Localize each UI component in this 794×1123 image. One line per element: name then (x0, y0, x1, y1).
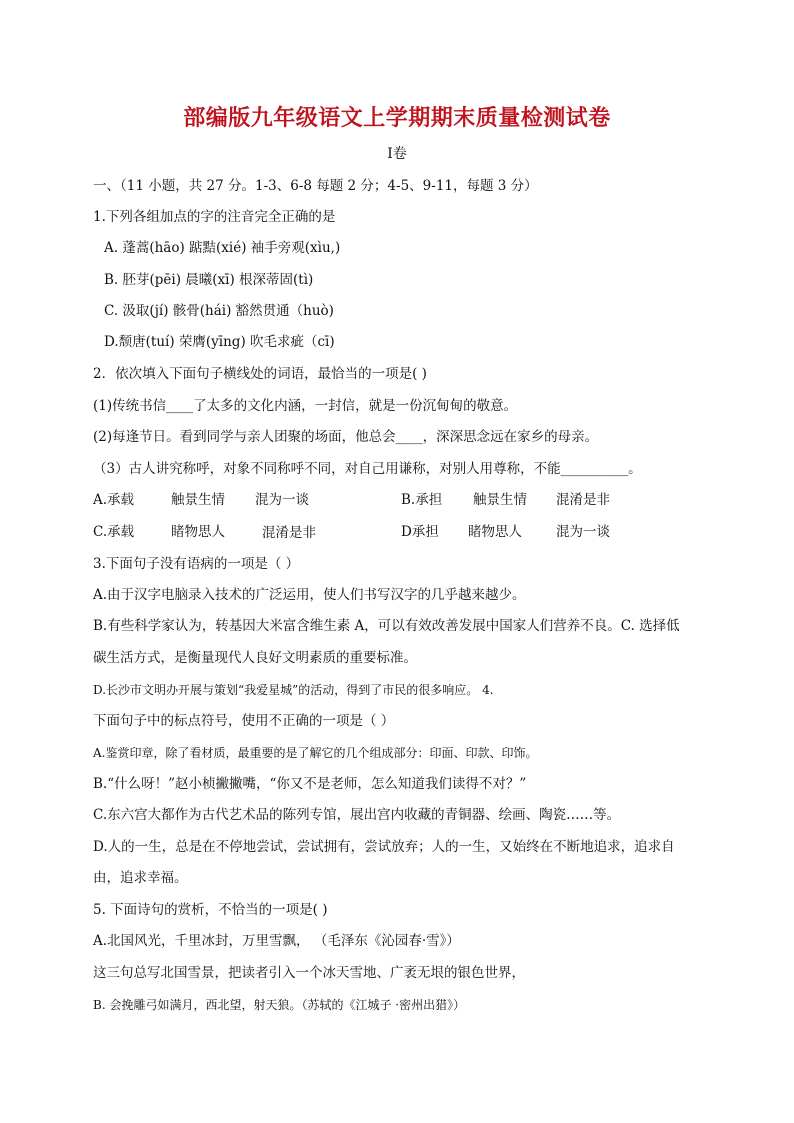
question-3-option-b-line-1: B.有些科学家认为，转基因大米富含维生素 A，可以有效改善发展中国家人们营养不良。C. 选择低 (93, 618, 680, 634)
question-5-stem: 5. 下面诗句的赏析，不恰当的一项是( ) (93, 902, 328, 918)
exam-title: 部编版九年级语文上学期期末质量检测试卷 (183, 106, 611, 131)
question-2-stem: 2．依次填入下面句子横线处的词语，最恰当的一项是( ) (93, 366, 427, 382)
question-3-stem: 3.下面句子没有语病的一项是（ ） (93, 556, 300, 572)
question-2-option-d-word-2: 睹物思人 (468, 524, 522, 540)
question-1-option-c: C. 汲取(jí) 骸骨(hái) 豁然贯通（huò) (104, 303, 334, 319)
question-1-stem: 1.下列各组加点的字的注音完全正确的是 (93, 209, 336, 225)
question-2-option-b-word-3: 混淆是非 (556, 492, 610, 508)
question-1-option-b: B. 胚芽(pēi) 晨曦(xī) 根深蒂固(tì) (104, 272, 314, 288)
question-4-stem: 下面句子中的标点符号，使用不正确的一项是（ ） (93, 713, 395, 729)
question-2-sentence-3: （3）古人讲究称呼，对象不同称呼不同，对自己用谦称，对别人用尊称，不能__________。 (93, 461, 642, 477)
volume-label: I卷 (387, 146, 407, 162)
question-2-option-c-word-3: 混淆是非 (262, 525, 316, 541)
question-2-option-a-label: A.承载 (93, 492, 135, 508)
question-1-option-d: D.颓唐(tuí) 荣膺(yīng) 吹毛求疵（cī) (104, 334, 335, 350)
question-2-option-d-word-3: 混为一谈 (556, 524, 610, 540)
question-2-option-a-word-2: 触景生情 (171, 492, 225, 508)
question-3-option-d: D.长沙市文明办开展与策划“我爱星城”的活动，得到了市民的很多响应。 4. (93, 683, 494, 697)
question-5-option-b: B. 会挽雕弓如满月，西北望，射天狼。（苏轼的《江城子 ·密州出猎》） (93, 998, 466, 1012)
question-2-option-d-label: D承担 (401, 524, 439, 540)
question-2-option-b-label: B.承担 (401, 492, 443, 508)
question-3-option-b-line-2: 碳生活方式，是衡量现代人良好文明素质的重要标准。 (93, 650, 417, 666)
section-heading: 一、（11 小题，共 27 分。1-3、6-8 每题 2 分；4-5、9-11，每题 3 分） (93, 178, 538, 194)
question-2-option-a-word-3: 混为一谈 (255, 492, 309, 508)
question-3-option-a: A.由于汉字电脑录入技术的广泛运用，使人们书写汉字的几乎越来越少。 (93, 587, 526, 603)
question-2-option-c-word-2: 睹物思人 (171, 524, 225, 540)
question-2-option-b-word-2: 触景生情 (473, 492, 527, 508)
question-2-sentence-2: (2)每逢节日。看到同学与亲人团聚的场面，他总会____，深深思念远在家乡的母亲。 (93, 429, 599, 445)
question-1-option-a: A. 蓬蒿(hāo) 踮黠(xié) 袖手旁观(xìu,) (104, 240, 341, 256)
question-2-sentence-1: (1)传统书信____了太多的文化内涵，一封信，就是一份沉甸甸的敬意。 (93, 398, 518, 414)
question-4-option-a: A.鉴赏印章，除了看材质，最重要的是了解它的几个组成部分：印面、印款、印饰。 (93, 746, 538, 760)
question-5-option-a: A.北国风光，千里冰封，万里雪飘， （毛泽东《沁园春·雪》） (93, 933, 460, 949)
question-4-option-d-line-1: D.人的一生，总是在不停地尝试，尝试拥有，尝试放弃；人的一生，又始终在不断地追求，追求自 (93, 839, 675, 855)
question-5-option-a-analysis: 这三句总写北国雪景，把读者引入一个冰天雪地、广袤无垠的银色世界， (93, 965, 525, 981)
question-2-option-c-label: C.承载 (93, 524, 135, 540)
question-4-option-c: C.东六宫大都作为古代艺术品的陈列专馆，展出宫内收藏的青铜器、绘画、陶瓷……等。 (93, 807, 621, 823)
question-4-option-b: B.“什么呀！”赵小桢撇撇嘴，“你又不是老师，怎么知道我们读得不对？” (93, 776, 527, 792)
question-4-option-d-line-2: 由，追求幸福。 (93, 870, 188, 886)
